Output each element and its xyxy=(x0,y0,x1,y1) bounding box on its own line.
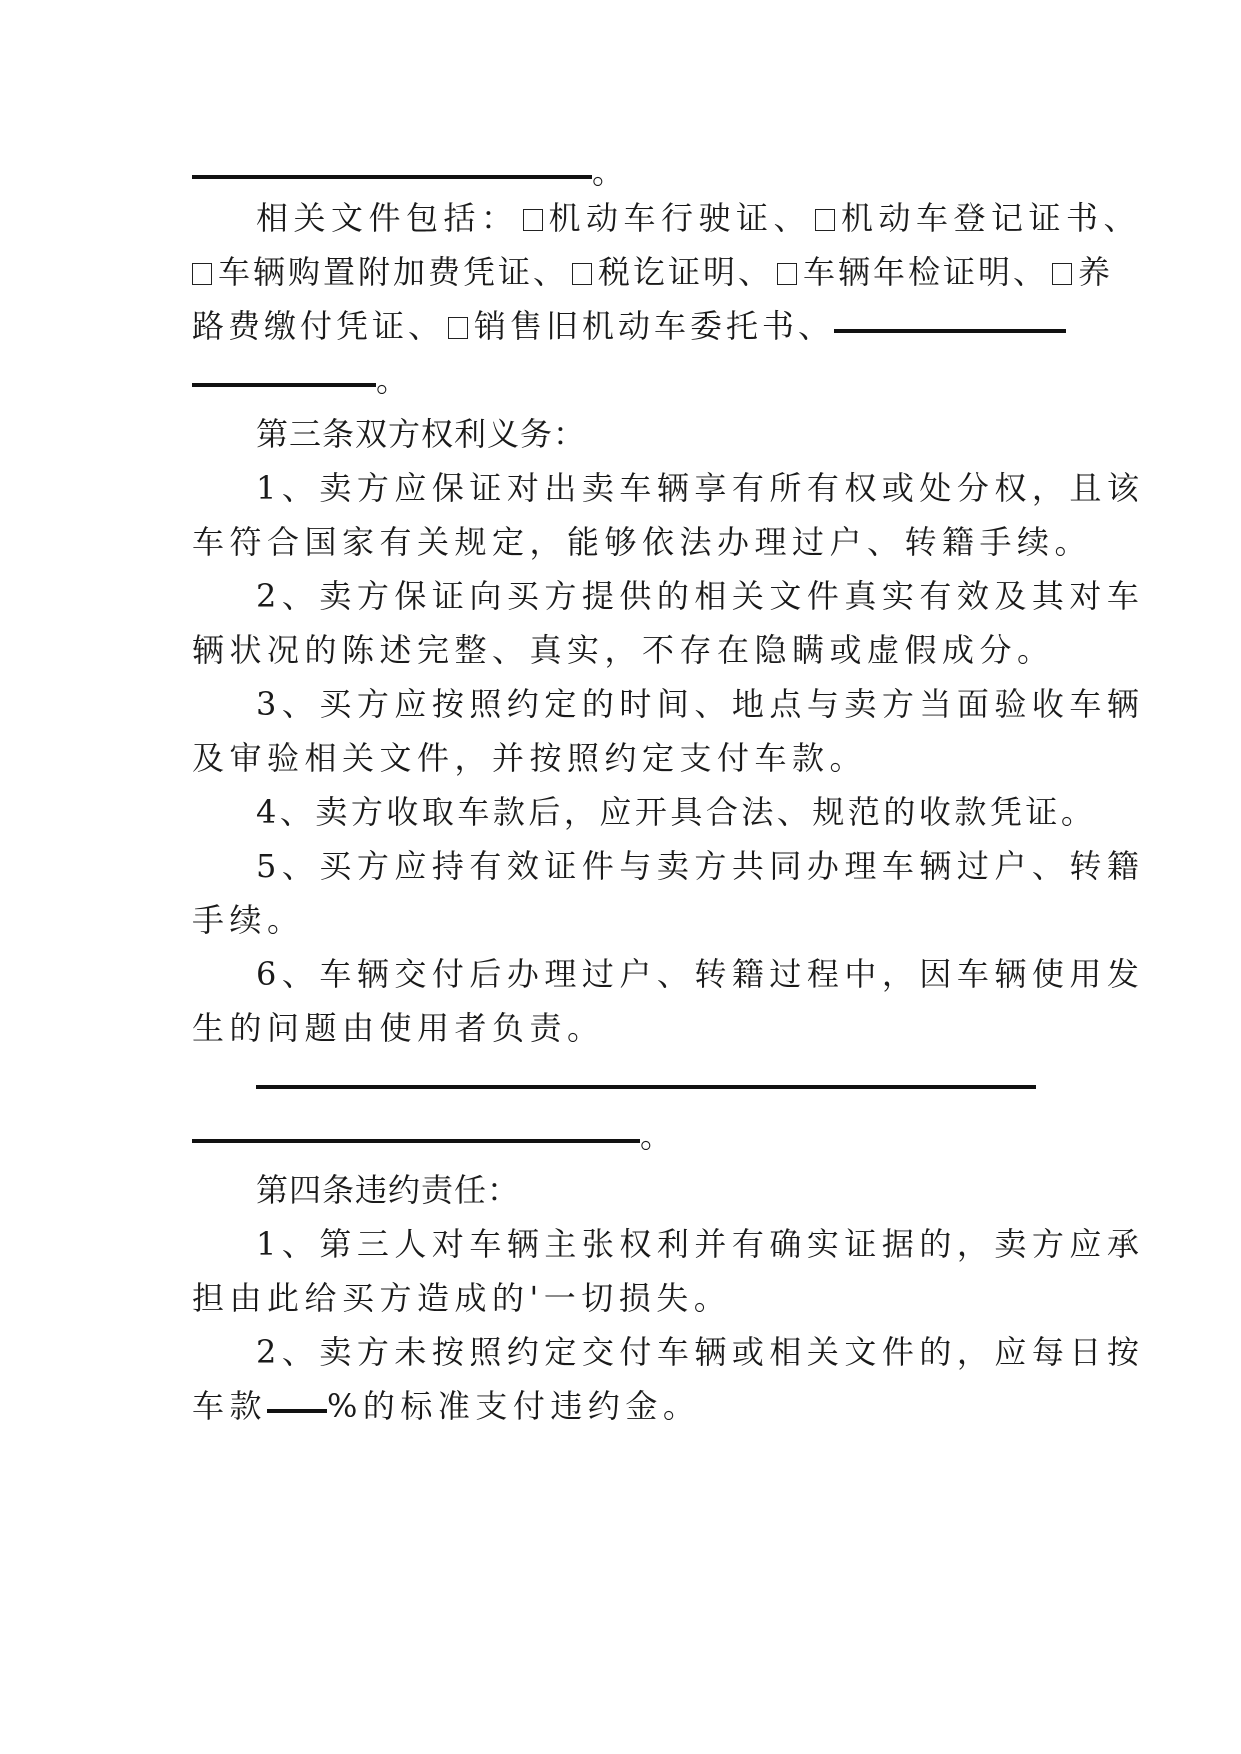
checkbox-icon[interactable] xyxy=(448,317,468,339)
option-driving-license: 机动车行驶证、 xyxy=(548,199,812,237)
option-registration-cert: 机动车登记证书、 xyxy=(841,199,1142,237)
option-sale-authorization: 销售旧机动车委托书、 xyxy=(474,307,835,345)
blank-underline xyxy=(192,1139,640,1143)
documents-line-2 xyxy=(192,252,1114,292)
clause-4-1-line-2 xyxy=(192,1278,1052,1318)
option-road-fee-part1: 养 xyxy=(1078,253,1114,291)
clause-text: 手续。 xyxy=(192,901,305,939)
article-title: 第四条违约责任： xyxy=(256,1171,521,1209)
period: 。 xyxy=(640,1117,678,1155)
option-annual-inspection: 车辆年检证明、 xyxy=(803,253,1049,291)
blank-underline xyxy=(256,1085,1036,1089)
checkbox-icon[interactable] xyxy=(192,263,212,285)
clause-text: 及审验相关文件，并按照约定支付车款。 xyxy=(192,739,868,777)
documents-label: 相关文件包括： xyxy=(256,199,519,237)
clause-text: 2、卖方未按照约定交付车辆或相关文件的，应每日按 xyxy=(256,1333,1145,1371)
clause-3-5-line-2 xyxy=(192,900,1052,940)
clause-3-6-line-2 xyxy=(192,1008,1052,1048)
clause-3-4 xyxy=(256,792,1097,832)
clause-text: 5、买方应持有效证件与卖方共同办理车辆过户、转籍 xyxy=(256,847,1145,885)
checkbox-icon[interactable] xyxy=(1052,263,1072,285)
clause-text: 1、第三人对车辆主张权利并有确实证据的，卖方应承 xyxy=(256,1225,1145,1263)
checkbox-icon[interactable] xyxy=(777,263,797,285)
clause-text: 1、卖方应保证对出卖车辆享有所有权或处分权，且该 xyxy=(256,469,1145,507)
clause-text: 6、车辆交付后办理过户、转籍过程中，因车辆使用发 xyxy=(256,955,1145,993)
article-title: 第三条双方权利义务： xyxy=(256,415,587,453)
clause-4-2-line-2 xyxy=(192,1386,1052,1426)
clause-3-2-line-1 xyxy=(256,576,1145,616)
article-3-title xyxy=(256,414,1052,454)
clause-text: 3、买方应按照约定的时间、地点与卖方当面验收车辆 xyxy=(256,685,1145,723)
clause-text: 2、卖方保证向买方提供的相关文件真实有效及其对车 xyxy=(256,577,1145,615)
clause-3-2-line-2 xyxy=(192,630,1055,670)
blank-underline xyxy=(192,175,592,179)
clause-text: 车款 xyxy=(192,1387,268,1425)
period: 。 xyxy=(592,153,630,191)
clause-4-1-line-1 xyxy=(256,1224,1145,1264)
clause-text: 辆状况的陈述完整、真实，不存在隐瞒或虚假成分。 xyxy=(192,631,1055,669)
clause-text: 车符合国家有关规定，能够依法办理过户、转籍手续。 xyxy=(192,523,1093,561)
clause-text: 生的问题由使用者负责。 xyxy=(192,1009,605,1047)
clause-3-5-line-1 xyxy=(256,846,1145,886)
clause-3-1-line-2 xyxy=(192,522,1093,562)
clause-4-2-line-1 xyxy=(256,1332,1145,1372)
fill-line-1 xyxy=(192,152,1052,192)
blank-underline xyxy=(267,1409,327,1413)
clause-3-3-line-2 xyxy=(192,738,1052,778)
documents-line-3 xyxy=(192,306,1052,346)
documents-line-1 xyxy=(256,198,1142,238)
fill-line-2 xyxy=(256,1062,1052,1102)
checkbox-icon[interactable] xyxy=(815,209,835,231)
article-4-title xyxy=(256,1170,1052,1210)
clause-3-3-line-1 xyxy=(256,684,1145,724)
option-road-fee-part2: 路费缴付凭证、 xyxy=(192,307,445,345)
option-purchase-tax: 车辆购置附加费凭证、 xyxy=(218,253,569,291)
clause-text: 担由此给买方造成的'一切损失。 xyxy=(192,1279,732,1317)
checkbox-icon[interactable] xyxy=(523,209,543,231)
fill-line-3 xyxy=(192,1116,1052,1156)
period: 。 xyxy=(376,361,414,399)
option-tax-cleared: 税讫证明、 xyxy=(598,253,774,291)
clause-3-6-line-1 xyxy=(256,954,1145,994)
clause-text: 4、卖方收取车款后，应开具合法、规范的收款凭证。 xyxy=(256,793,1097,831)
checkbox-icon[interactable] xyxy=(572,263,592,285)
documents-line-4 xyxy=(192,360,1052,400)
blank-underline xyxy=(192,383,376,387)
clause-text: %的标准支付违约金。 xyxy=(327,1387,701,1425)
blank-underline xyxy=(834,329,1066,333)
clause-3-1-line-1 xyxy=(256,468,1145,508)
